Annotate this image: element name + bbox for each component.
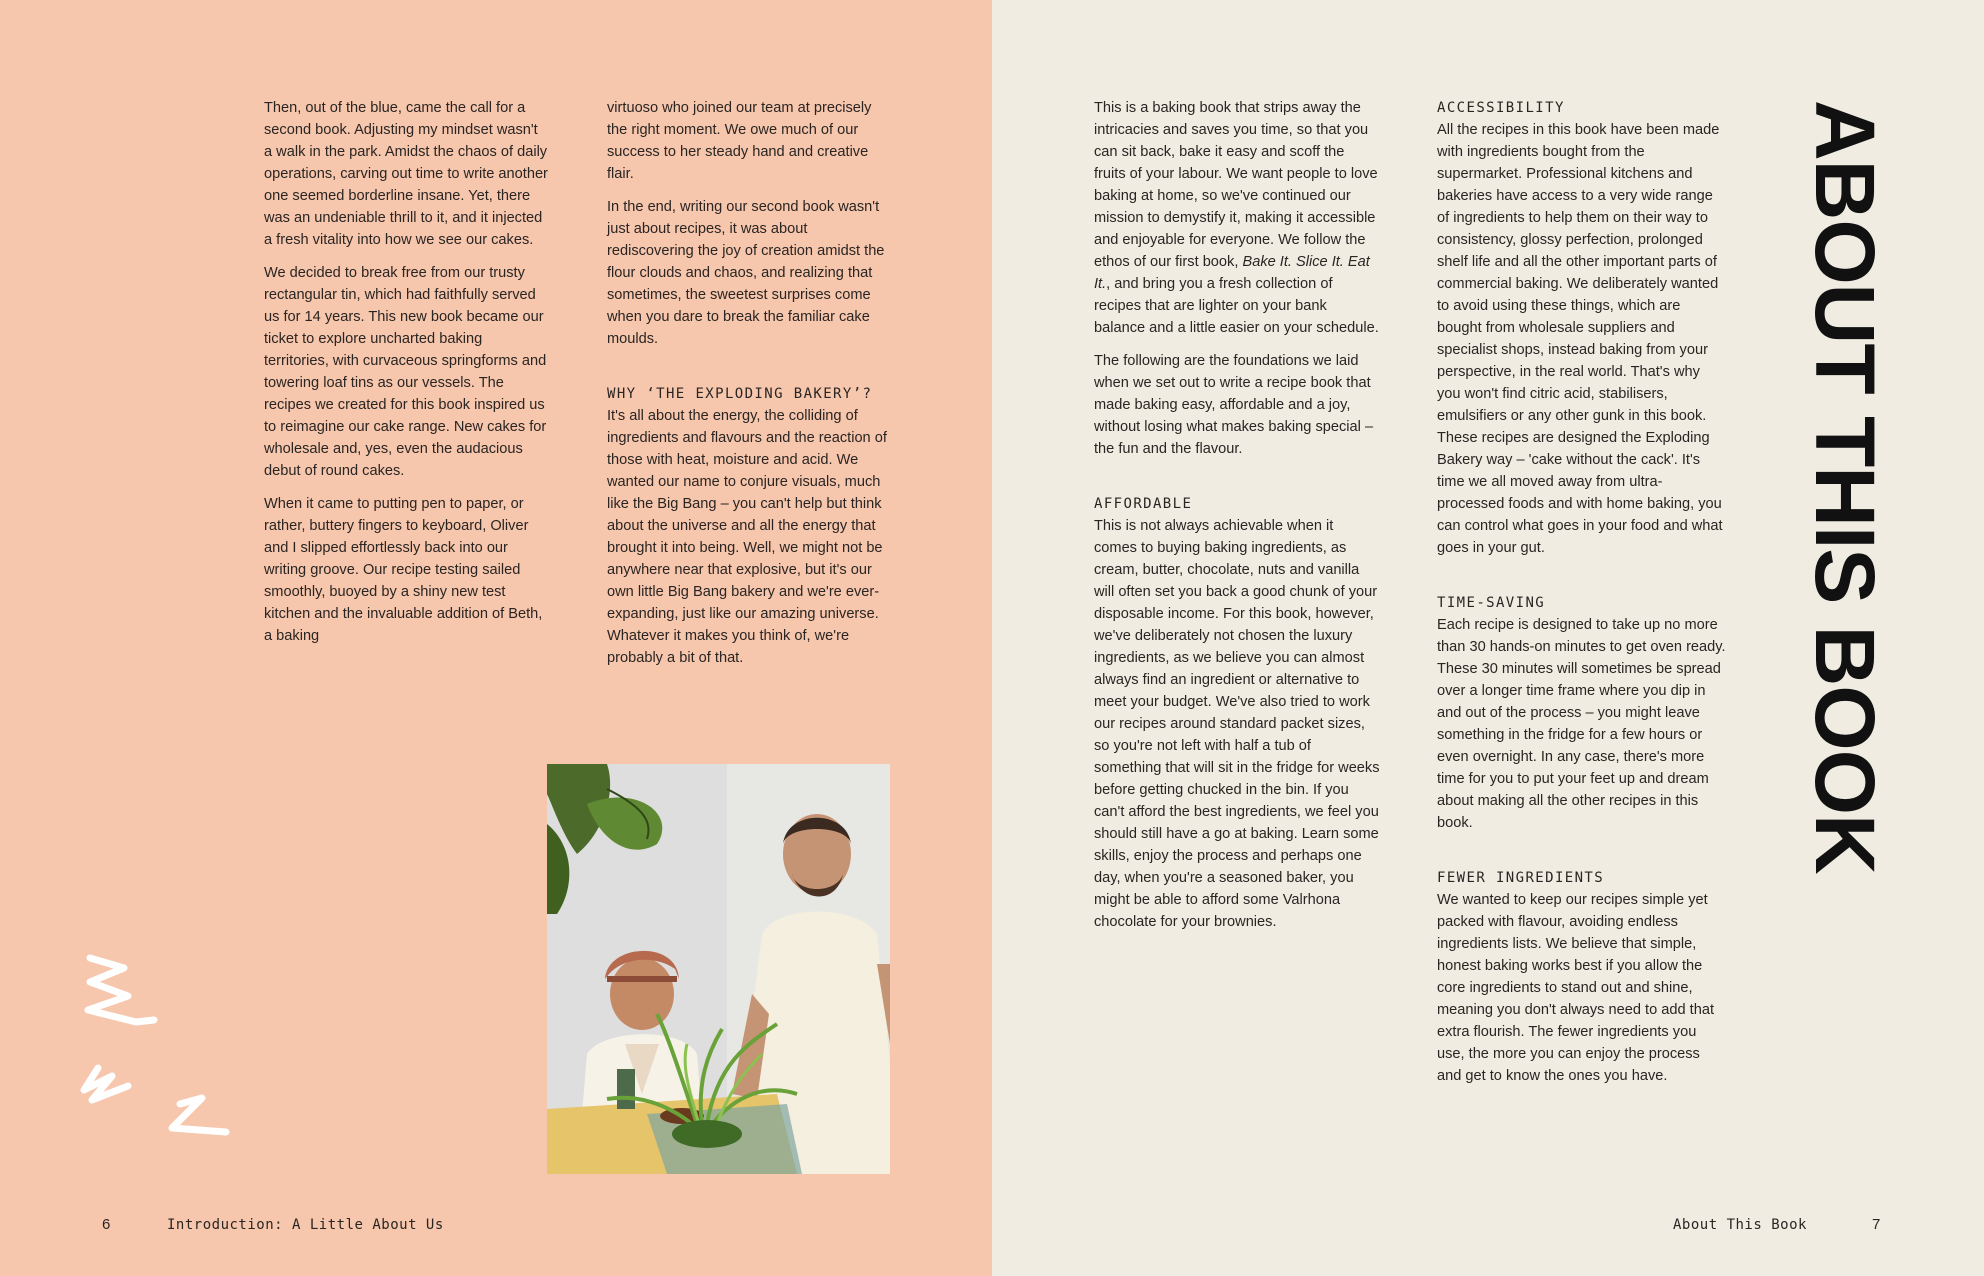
accessibility-heading: ACCESSIBILITY	[1437, 100, 1565, 116]
why-heading: WHY ‘THE EXPLODING BAKERY’?	[607, 386, 873, 402]
affordable-text: This is not always achievable when it comes to buying baking ingredients, as cream, butter, chocolate, nuts and vanilla will often set you back a good chunk of your disposable income. For this book, however, we've deliberately not chosen the luxury ingredients, as we believe you can almost always find an ingredient or alternative to meet your budget. We've also tried to work our recipes around standard packet sizes, so you're not left with half a tub of something that will sit in the fridge for weeks before getting chucked in the bin. If you can't afford the best ingredients, we feel you should still have a go at baking. Learn some skills, enjoy the process and perhaps one day, when you're a seasoned baker, you might be able to afford some Valrhona chocolate for your brownies.	[1094, 518, 1380, 930]
time-saving-text: Each recipe is designed to take up no more than 30 hands-on minutes to get oven ready. These 30 minutes will sometimes be spread over a longer time frame where you dip in and out of the process – you might leave something in the fridge for a few hours or even overnight. In any case, there's more time for you to put your feet up and dream about making all the other recipes in this book.	[1437, 617, 1726, 831]
intro-paragraph: This is a baking book that strips away the intricacies and saves you time, so that you can sit back, bake it easy and scoff the fruits of your labour. We want people to love baking at home, so we've continued our mission to demystify it, making it accessible and enjoyable for everyone. We follow the ethos of our first book, Bake It. Slice It. Eat It., and bring you a fresh collection of recipes that are lighter on your bank balance and a little easier on your schedule.	[1094, 100, 1379, 336]
paragraph: When it came to putting pen to paper, or rather, buttery fingers to keyboard, Oliver and I slipped effortlessly back into our writing groove. Our recipe testing sailed smoothly, buoyed by a shiny new test kitchen and the invaluable addition of Beth, a baking	[264, 496, 543, 644]
fewer-ingredients-section	[1437, 867, 1727, 1087]
accessibility-section	[1437, 97, 1727, 559]
time-saving-section	[1437, 592, 1727, 834]
page-title-wrapper	[1800, 100, 1890, 900]
bakers-photo	[547, 764, 890, 1174]
paragraph: The following are the foundations we laid when we set out to write a recipe book that made baking easy, affordable and a joy, without losing what makes baking special – the fun and the flavour.	[1094, 353, 1374, 457]
paragraph: Then, out of the blue, came the call for a second book. Adjusting my mindset wasn't a walk in the park. Amidst the chaos of daily operations, carving out time to write another one seemed borderline insane. Yet, there was an undeniable thrill to it, and it injected a fresh vitality into how we see our cakes.	[264, 100, 548, 248]
paragraph: We decided to break free from our trusty rectangular tin, which had faithfully served us for 14 years. This new book became our ticket to explore uncharted baking territories, with curvaceous springforms and towering loaf tins as our vessels. The recipes we created for this book inspired us to reimagine our cake range. New cakes for wholesale and, yes, even the audacious debut of round cakes.	[264, 265, 547, 479]
affordable-section	[1094, 493, 1380, 933]
left-running-footer: Introduction: A Little About Us	[167, 1217, 444, 1233]
paragraph: In the end, writing our second book wasn't just about recipes, it was about rediscovering the joy of creation amidst the flour clouds and chaos, and realizing that sometimes, the sweetest surprises come when you dare to break the familiar cake moulds.	[607, 199, 885, 347]
right-column-2	[1437, 97, 1727, 1087]
first-book-title: Bake It. Slice It. Eat It.	[1094, 254, 1370, 292]
left-page-number: 6	[102, 1216, 111, 1233]
decorative-squiggles	[76, 950, 236, 1155]
left-column-1	[264, 97, 549, 658]
paragraph: virtuoso who joined our team at precisely the right moment. We owe much of our success to her steady hand and creative flair.	[607, 100, 872, 182]
page-title: ABOUT THIS BOOK	[1798, 100, 1892, 874]
fewer-ingredients-text: We wanted to keep our recipes simple yet packed with flavour, avoiding endless ingredients lists. We believe that simple, honest baking works best if you allow the core ingredients to stand out and shine, meaning you don't always need to add that extra flourish. The fewer ingredients you use, the more you can enjoy the process and get to know the ones you have.	[1437, 892, 1715, 1084]
why-section	[607, 383, 892, 669]
fewer-ingredients-heading: FEWER INGREDIENTS	[1437, 870, 1605, 886]
right-column-1	[1094, 97, 1380, 933]
right-page-number: 7	[1872, 1216, 1881, 1233]
affordable-heading: AFFORDABLE	[1094, 496, 1193, 512]
why-text: It's all about the energy, the colliding of ingredients and flavours and the reaction of those with heat, moisture and acid. We wanted our name to conjure visuals, much like the Big Bang – you can't help but think about the universe and all the energy that brought it into being. Well, we might not be anywhere near that explosive, but it's our own little Big Bang bakery and we're ever-expanding, just like our amazing universe. Whatever it makes you think of, we're probably a bit of that.	[607, 408, 887, 666]
accessibility-text: All the recipes in this book have been made with ingredients bought from the supermarket. Professional kitchens and bakeries have access to a very wide range of ingredients to help them on their way to consistency, glossy perfection, prolonged shelf life and all the other important parts of commercial baking. We deliberately wanted to avoid using these things, which are bought from wholesale suppliers and specialist shops, instead baking from your perspective, in the real world. That's why you won't find citric acid, stabilisers, emulsifiers or any other gunk in this book. These recipes are designed the Exploding Bakery way – 'cake without the cack'. It's time we all moved away from ultra-processed foods and with home baking, you can control what goes in your food and what goes in your gut.	[1437, 122, 1723, 556]
bakers-photo-illustration	[547, 764, 890, 1174]
time-saving-heading: TIME-SAVING	[1437, 595, 1546, 611]
left-column-2	[607, 97, 892, 669]
right-running-footer: About This Book	[1673, 1217, 1807, 1233]
squiggle-icon	[76, 950, 236, 1150]
